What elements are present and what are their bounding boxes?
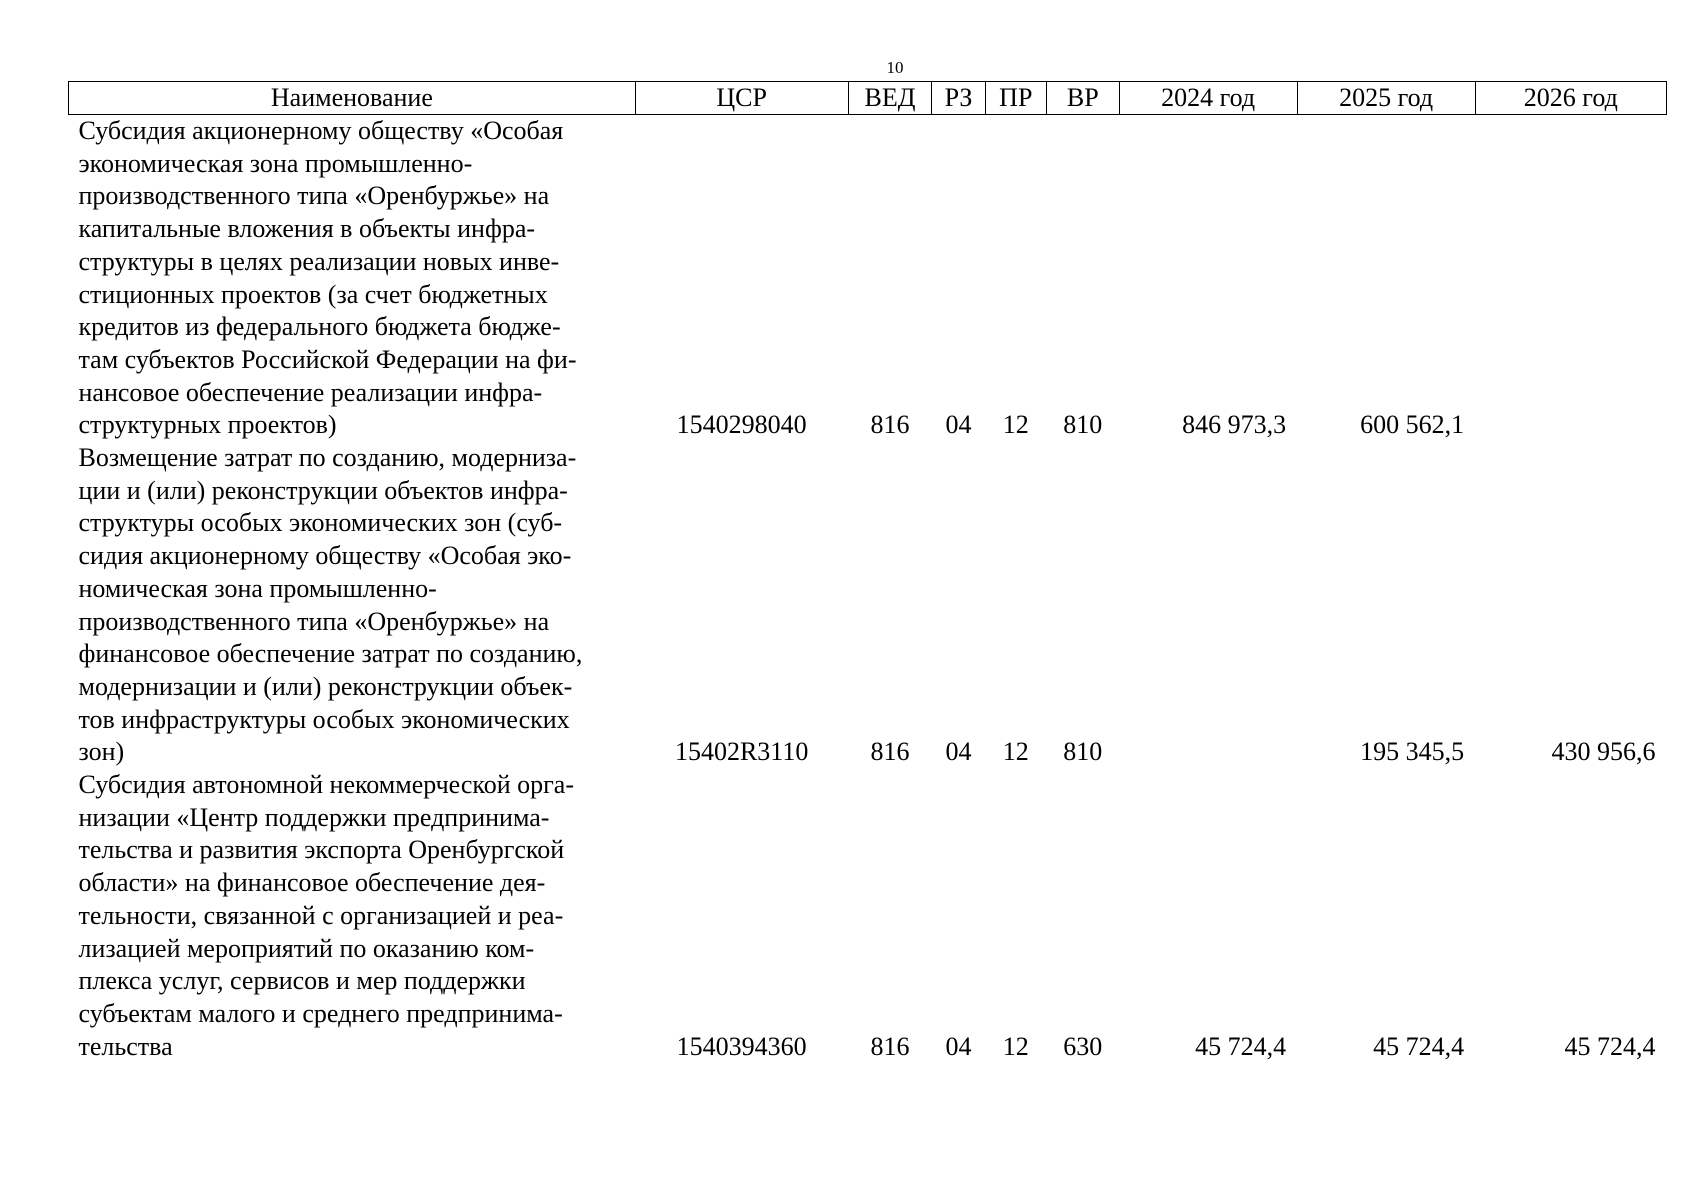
budget-table <box>68 81 1667 1063</box>
row-rz: 04 <box>945 737 972 767</box>
row-csr: 1540298040 <box>676 410 807 440</box>
row-2024: 45 724,4 <box>1195 1031 1287 1061</box>
row-name-cell <box>69 442 636 769</box>
row-2026: 430 956,6 <box>1551 737 1656 767</box>
row-2026 <box>1475 115 1666 443</box>
row-csr: 1540394360 <box>676 1031 807 1061</box>
row-name: Субсидия автономной некоммерческой орга- низации «Центр поддержки предпринима- тельства и развития экспорта Оренбургской области» на финансовое обеспечение дея- тельности, связанной с организацией и реа- лизацией мероприятий по оказанию ком- плекса услуг, сервисов и мер поддержки субъектам малого и среднего предпринима- тельства <box>78 770 574 1061</box>
row-ved: 816 <box>870 1031 910 1061</box>
header-vr: ВР <box>1046 82 1119 115</box>
table-row <box>69 442 1667 769</box>
header-ved: ВЕД <box>848 82 932 115</box>
row-csr: 15402R3110 <box>674 737 809 767</box>
header-pr: ПР <box>985 82 1046 115</box>
row-vr: 630 <box>1063 1031 1103 1061</box>
row-rz: 04 <box>945 410 972 440</box>
header-2026: 2026 год <box>1475 82 1666 115</box>
header-name: Наименование <box>69 82 636 115</box>
row-name: Возмещение затрат по созданию, модерниза- ции и (или) реконструкции объектов инфра- структуры особых экономических зон (суб- сидия акционерному обществу «Особая эко- номическая зона промышленно- производственного типа «Оренбуржье» на финансовое обеспечение затрат по созданию, модернизации и (или) реконструкции объек- тов инфраструктуры особых экономических зон) <box>78 443 583 767</box>
row-rz: 04 <box>945 1031 972 1061</box>
row-vr: 810 <box>1063 737 1103 767</box>
row-ved: 816 <box>870 737 910 767</box>
row-name: Субсидия акционерному обществу «Особая экономическая зона промышленно- производственного типа «Оренбуржье» на капитальные вложения в объекты инфра- структуры в целях реализации новых инве- стиционных проектов (за счет бюджетных кредитов из федерального бюджета бюдже- там субъектов Российской Федерации на фи- нансовое обеспечение реализации инфра- структурных проектов) <box>78 116 577 440</box>
row-2024 <box>1119 442 1297 769</box>
page-number: 10 <box>886 58 904 77</box>
header-2024: 2024 год <box>1119 82 1297 115</box>
row-2025: 45 724,4 <box>1373 1031 1465 1061</box>
row-name-cell <box>69 769 636 1063</box>
table-header-row <box>69 82 1667 115</box>
row-ved: 816 <box>870 410 910 440</box>
row-pr: 12 <box>1002 1031 1029 1061</box>
row-2026: 45 724,4 <box>1564 1031 1656 1061</box>
row-pr: 12 <box>1002 410 1029 440</box>
row-2024: 846 973,3 <box>1182 410 1287 440</box>
row-2025: 600 562,1 <box>1360 410 1465 440</box>
row-name-cell <box>69 115 636 443</box>
header-rz: РЗ <box>932 82 985 115</box>
row-vr: 810 <box>1063 410 1103 440</box>
header-csr: ЦСР <box>635 82 848 115</box>
row-2025: 195 345,5 <box>1360 737 1465 767</box>
header-2025: 2025 год <box>1297 82 1475 115</box>
row-pr: 12 <box>1002 737 1029 767</box>
table-row <box>69 769 1667 1063</box>
table-row <box>69 115 1667 443</box>
